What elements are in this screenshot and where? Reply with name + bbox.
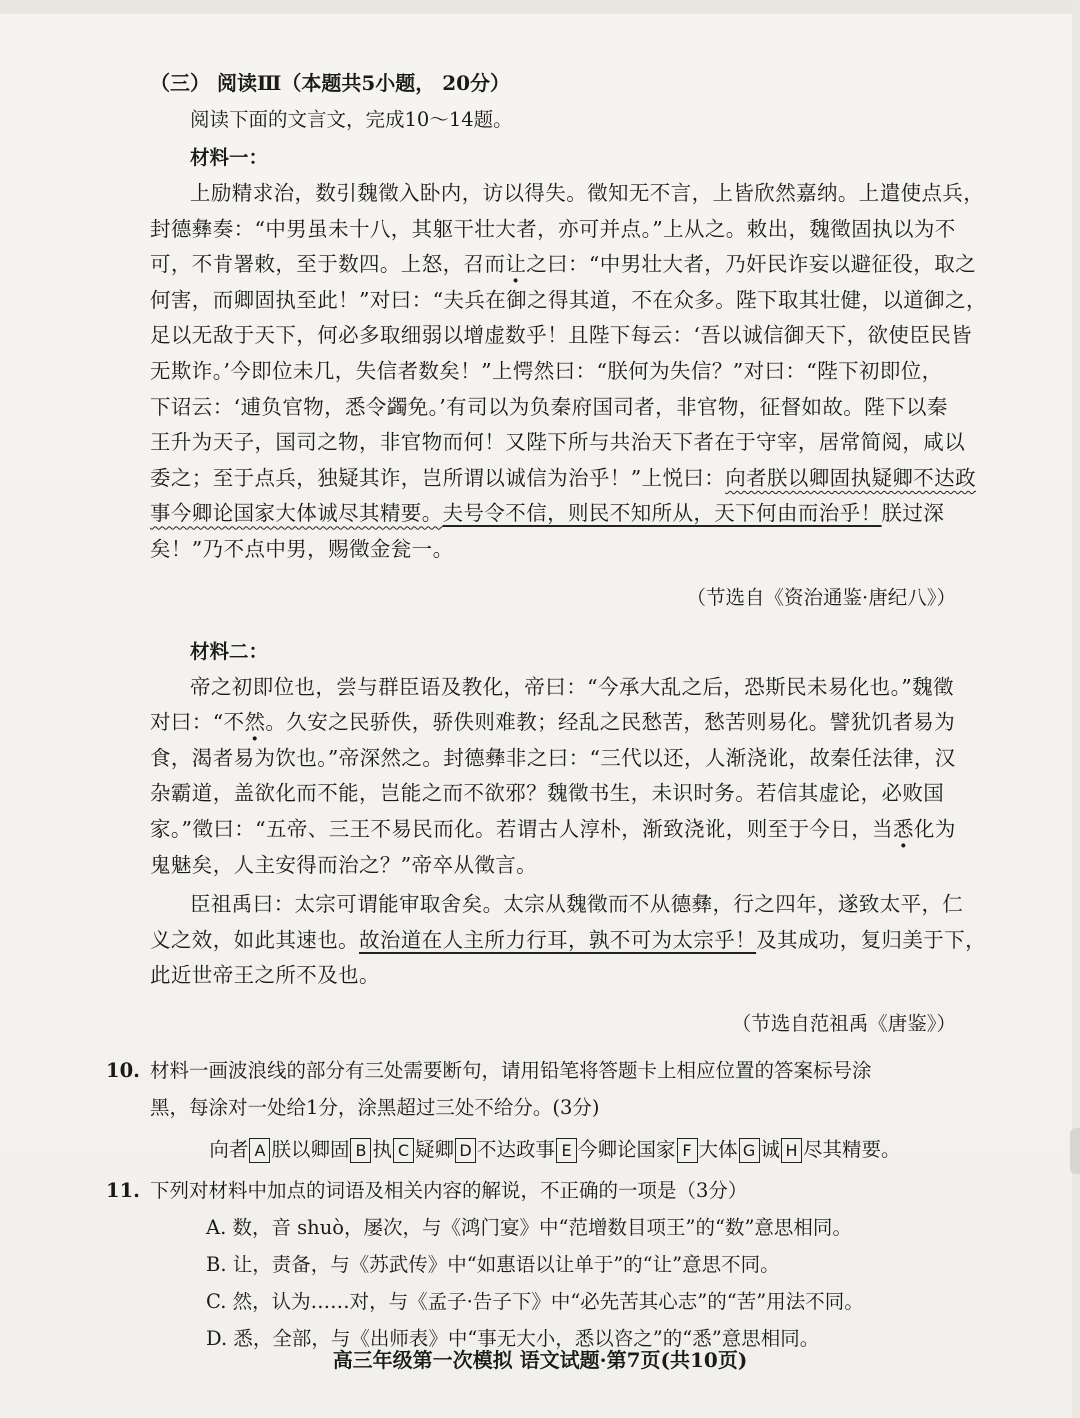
section-heading: （三） 阅读Ⅲ（本题共5小题， 20分） [150,71,511,95]
page-top-edge [0,0,1080,14]
text-line: 封德彝奏：“中男虽未十八，其躯干壮大者，亦可并点。”上从之。敕出，魏徵固执以为不 [150,216,956,241]
material2-paragraph2 [150,887,987,994]
text-line: 下诏云：‘逋负官物，悉令蠲免。’有司以为负秦府国司者，非官物，征督如故。陛下以秦 [150,394,948,419]
material2-paragraph1 [150,670,960,884]
text-line: 上励精求治，数引魏徵入卧内，访以得失。徵知无不言，上皆欣然嘉纳。上遣使点兵， [190,181,985,205]
dotted-char: 然 [244,710,266,735]
text-line: 臣祖禹曰：太宗可谓能审取舍矣。太宗从魏徵而不从德彝，行之四年，遂致太平，仁 [190,892,964,917]
text-line: 可，不肯署敕，至于数四。上怒，召而让之曰：“中男壮大者，乃奸民诈妄以避征役，取之 [150,252,976,277]
question-11 [106,1172,960,1209]
question-stem-line: 黑，每涂对一处给1分，涂黑超过三处不给分。(3分) [150,1095,600,1119]
answer-box-row: 向者 A 朕以卿固 B 执 C 疑卿 D 不达政事 E 今卿论国家 F 大体 G 诚 H 尽其精要。 [209,1137,901,1161]
answer-box-c[interactable]: C [393,1138,414,1163]
material2-label: 材料二： [190,639,269,663]
material1-text [150,176,987,568]
wavy-underline-text: 向者朕以卿固执疑卿不达政 [725,465,976,490]
answer-box-f[interactable]: F [677,1138,698,1163]
material1-label: 材料一： [190,146,269,169]
question-10 [106,1052,960,1126]
answer-box-h[interactable]: H [781,1138,802,1163]
option-d: D. 悉，全部，与《出师表》中“事无大小，悉以咨之”的“悉”意思相同。 [206,1326,820,1350]
dotted-char: 让 [505,252,527,277]
answer-box-g[interactable]: G [739,1138,760,1163]
answer-box-b[interactable]: B [350,1138,371,1163]
text-line: 何害，而卿固执至此！”对曰：“夫兵在御之得其道，不在众多。陛下取其壮健，以道御之， [150,287,987,312]
page-footer: 高三年级第一次模拟 语文试题·第7页(共10页) [332,1348,748,1372]
material1-source: （节选自《资治通鉴·唐纪八》） [686,585,956,609]
text-line: 足以无敌于天下，何必多取细弱以增虚数乎！且陛下每云：‘吾以诚信御天下，欲使臣民皆 [150,323,973,348]
text-line: 义之效，如此其速也。故治道在人主所力行耳，孰不可为太宗乎！及其成功，复归美于下， [150,927,987,952]
underlined-sentence: 故治道在人主所力行耳，孰不可为太宗乎！ [359,927,757,952]
section-instruction: 阅读下面的文言文，完成10～14题。 [190,108,513,131]
question-stem-line: 下列对材料中加点的词语及相关内容的解说，不正确的一项是（3分） [150,1178,748,1202]
text-line: 无欺诈。’今即位未几，失信者数矣！”上愕然曰：“朕何为失信？”对曰：“陛下初即位， [150,358,943,383]
option-a: A. 数，音 shuò，屡次，与《鸿门宴》中“范增数目项王”的“数”意思相同。 [206,1215,852,1239]
text-line: 帝之初即位也，尝与群臣语及教化，帝曰：“今承大乱之后，恐斯民未易化也。”魏徵 [190,674,954,699]
question-stem-line: 材料一画波浪线的部分有三处需要断句，请用铅笔将答题卡上相应位置的答案标号涂 [150,1058,872,1082]
text-line: 委之；至于点兵，独疑其诈，岂所谓以诚信为治乎！”上悦曰：向者朕以卿固执疑卿不达政 [150,465,976,490]
dotted-char: 悉 [893,816,914,841]
answer-box-e[interactable]: E [556,1138,577,1163]
wavy-underline-text: 事今卿论国家大体诚尽其精要。 [150,501,443,526]
option-c: C. 然，认为……对，与《孟子·告子下》中“必先苦其心志”的“苦”用法不同。 [206,1289,864,1313]
text-line: 对曰：“不然。久安之民骄佚，骄佚则难教；经乱之民愁苦，愁苦则易化。譬犹饥者易为 [150,710,956,735]
text-line: 鬼魅矣，人主安得而治之？”帝卒从徵言。 [150,852,538,877]
question-number: 11. [106,1178,140,1202]
underlined-sentence: 夫号令不信，则民不知所从，天下何由而治乎！ [442,501,882,526]
text-line: 王升为天子，国司之物，非官物而何！又陛下所与共治天下者在于守宰，居常简阅，咸以 [150,430,966,455]
text-line: 家。”徵曰：“五帝、三王不易民而化。若谓古人淳朴，渐致浇讹，则至于今日，当悉化为 [150,816,956,841]
material2-source: （节选自范祖禹《唐鉴》） [731,1011,956,1035]
option-b: B. 让，责备，与《苏武传》中“如惠语以让单于”的“让”意思不同。 [206,1252,780,1276]
answer-box-a[interactable]: A [249,1138,270,1163]
text-line: 矣！”乃不点中男，赐徵金瓮一。 [150,536,454,561]
text-line: 此近世帝王之所不及也。 [150,963,380,988]
scroll-tab[interactable] [1070,1128,1080,1174]
text-line: 食，渴者易为饮也。”帝深然之。封德彝非之曰：“三代以还，人渐浇讹，故秦任法律，汉 [150,745,956,770]
answer-box-d[interactable]: D [455,1138,476,1163]
question-number: 10. [106,1058,140,1082]
page-right-edge [1072,0,1080,1418]
text-line: 杂霸道，盖欲化而不能，岂能之而不欲邪？魏徵书生，未识时务。若信其虚论，必败国 [150,781,945,806]
text-line: 事今卿论国家大体诚尽其精要。夫号令不信，则民不知所从，天下何由而治乎！朕过深 [150,501,945,526]
